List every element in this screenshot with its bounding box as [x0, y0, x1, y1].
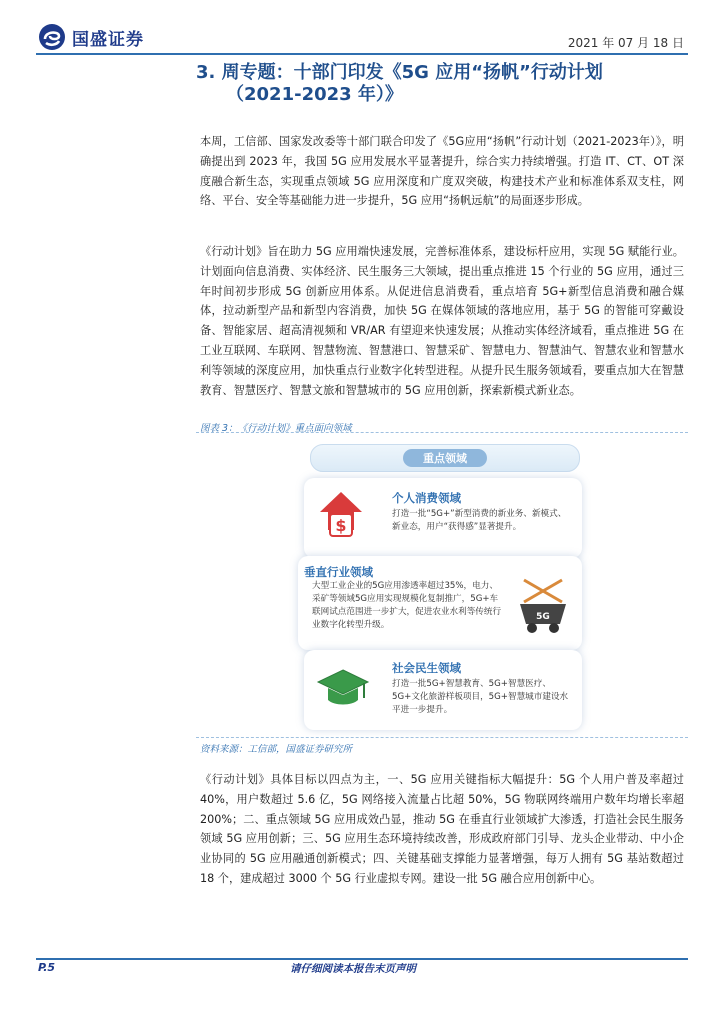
- figure-top-rule: [196, 432, 688, 433]
- footer-divider: [36, 958, 688, 960]
- figure-bottom-rule: [196, 737, 688, 738]
- mining-cart-label: 5G: [536, 612, 550, 622]
- card-consumer-body: 打造一批“5G+”新型消费的新业务、新模式、新业态，用户“获得感”显著提升。: [392, 509, 567, 532]
- card-industry: [298, 556, 582, 650]
- shop-dollar-icon: [318, 490, 364, 544]
- card-livelihood-body: 打造一批5G+智慧教育、5G+智慧医疗、5G+文化旅游样板项目，5G+智慧城市建设水平进一步提升。: [392, 679, 569, 715]
- figure-pill-label: 重点领域: [403, 449, 487, 467]
- svg-text:$: $: [335, 516, 347, 535]
- section-title-line1: 3. 周专题：十部门印发《5G 应用“扬帆”行动计划: [196, 62, 603, 83]
- card-industry-heading: 垂直行业领域: [304, 565, 373, 579]
- card-livelihood-heading: 社会民生领域: [392, 661, 461, 675]
- graduation-cap-icon: [316, 664, 370, 714]
- figure-pill-header: [310, 444, 580, 472]
- paragraph-1: 本周，工信部、国家发改委等十部门联合印发了《5G应用“扬帆”行动计划（2021-2023年）》，明确提出到 2023 年，我国 5G 应用发展水平显著提升，综合实力持续增强。打造 IT、CT、OT 深度融合新生态，实现重点领域 5G 应用深度和广度双突破，构建技术产业和标准体系双支柱，网络、平台、安全等基础能力进一步提升，5G 应用“扬帆远航”的局面逐步形成。: [200, 135, 684, 208]
- brand-name: 国盛证券: [72, 29, 144, 50]
- paragraph-3: 《行动计划》具体目标以四点为主，一、5G 应用关键指标大幅提升：5G 个人用户普及率超过 40%，用户数超过 5.6 亿，5G 网络接入流量占比超 50%，5G 物联网终端用户数年均增长率超 200%；二、重点领域 5G 应用成效凸显，推动 5G 在垂直行业领域扩大渗透，打造社会民生服务领域 5G 应用创新；三、5G 应用生态环境持续改善，形成政府部门引导、龙头企业带动、中小企业协同的 5G 应用融通创新模式；四、关键基础支撑能力显著增强，每万人拥有 5G 基站数超过 18 个，建成超过 3000 个 5G 行业虚拟专网。建设一批 5G 融合应用创新中心。: [200, 773, 684, 885]
- mining-cart-icon: [514, 572, 572, 636]
- disclaimer-note: 请仔细阅读本报告末页声明: [290, 963, 416, 975]
- card-industry-body: 大型工业企业的5G应用渗透率超过35%，电力、采矿等领域5G应用实现规模化复制推广，5G+车联网试点范围进一步扩大，促进农业水利等传统行业数字化转型升级。: [312, 581, 502, 630]
- figure-source: 资料来源：工信部，国盛证券研究所: [200, 744, 353, 755]
- report-date: 2021 年 07 月 18 日: [567, 36, 684, 50]
- card-consumer: [304, 478, 582, 558]
- figure-caption: 图表 3：《行动计划》重点面向领域: [200, 423, 352, 434]
- page-number: P.5: [38, 961, 56, 974]
- header-divider: [36, 53, 688, 55]
- section-title-line2: （2021-2023 年）》: [226, 84, 403, 105]
- paragraph-2: 《行动计划》旨在助力 5G 应用端快速发展，完善标准体系，建设标杆应用，实现 5G 赋能行业。计划面向信息消费、实体经济、民生服务三大领域，提出重点推进 15 个行业的 5G 应用，通过三年时间初步形成 5G 创新应用体系。从促进信息消费看，重点培育 5G+新型信息消费和融合媒体，拉动新型产品和新型内容消费，加快 5G 在媒体领域的落地应用，基于 5G 的智能可穿戴设备、智能家居、超高清视频和 VR/AR 有望迎来快速发展；从推动实体经济域看，重点推进 5G 在工业互联网、车联网、智慧物流、智慧港口、智慧采矿、智慧电力、智慧油气、智慧农业和智慧水利等领域的深度应用，加快重点行业数字化转型进程。从提升民生服务领域看，要重点加大在智慧教育、智慧医疗、智慧文旅和智慧城市的 5G 应用创新，探索新模式新业态。: [200, 245, 684, 397]
- brand-logo: [38, 22, 188, 52]
- card-consumer-heading: 个人消费领域: [392, 491, 461, 505]
- brand-logo-icon: [38, 23, 66, 51]
- card-livelihood: [304, 650, 582, 730]
